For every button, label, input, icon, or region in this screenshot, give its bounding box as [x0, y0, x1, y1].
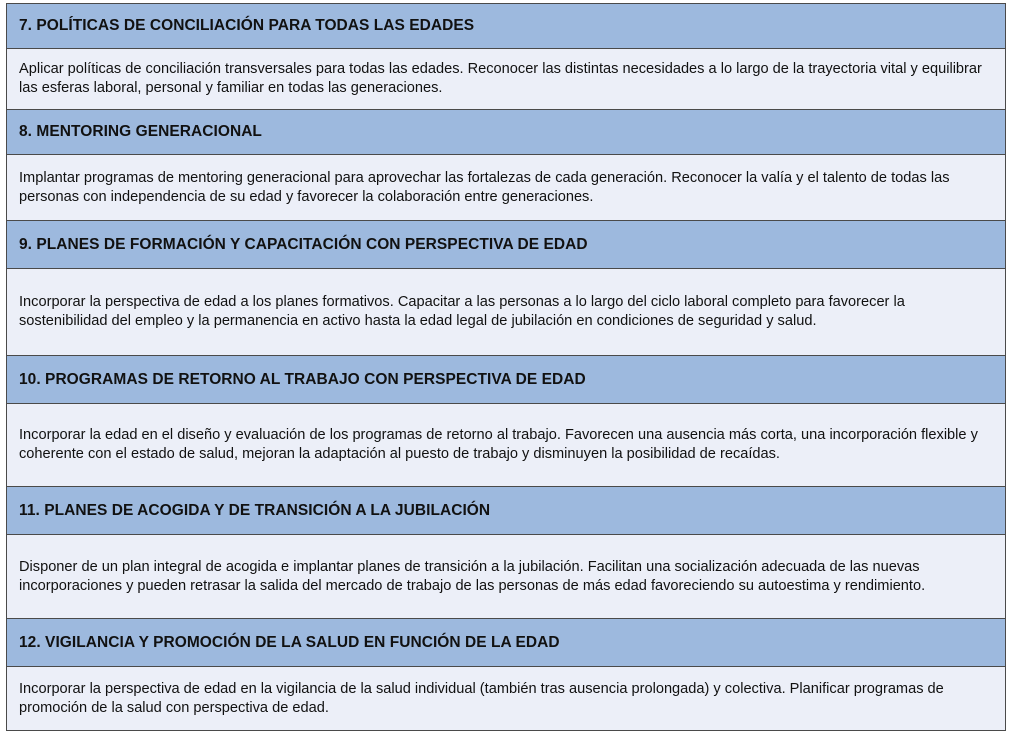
section-title — [7, 4, 1005, 49]
section-description-text: Aplicar políticas de conciliación transversales para todas las edades. Reconocer las distintas necesidades a lo largo de la trayectoria vital y equilibrar las esferas laboral, personal y familiar en todas las generaciones. — [19, 61, 982, 96]
section-title — [7, 487, 1005, 535]
section-8 — [7, 110, 1005, 221]
section-title-text: 10. PROGRAMAS DE RETORNO AL TRABAJO CON PERSPECTIVA DE EDAD — [19, 370, 586, 388]
section-title — [7, 356, 1005, 404]
section-description-text: Incorporar la edad en el diseño y evaluación de los programas de retorno al trabajo. Favorecen una ausencia más corta, una incorporación flexible y coherente con el estado de salud, mejoran la adaptación al puesto de trabajo y disminuyen la posibilidad de recaídas. — [19, 427, 978, 462]
section-title-text: 12. VIGILANCIA Y PROMOCIÓN DE LA SALUD EN FUNCIÓN DE LA EDAD — [19, 633, 560, 651]
section-title — [7, 221, 1005, 269]
section-title — [7, 110, 1005, 155]
section-title — [7, 619, 1005, 667]
section-7 — [7, 4, 1005, 110]
measures-table — [6, 3, 1006, 731]
section-description — [7, 49, 1005, 110]
section-description-text: Disponer de un plan integral de acogida e implantar planes de transición a la jubilación. Facilitan una socialización adecuada de las nuevas incorporaciones y pueden retrasar la salida del mercado de trabajo de las personas de más edad favoreciendo su autoestima y rendimiento. — [19, 558, 926, 594]
section-description — [7, 535, 1005, 619]
section-description — [7, 404, 1005, 487]
section-description — [7, 667, 1005, 730]
section-description — [7, 269, 1005, 356]
section-description-text: Implantar programas de mentoring generacional para aprovechar las fortalezas de cada generación. Reconocer la valía y el talento de todas las personas con independencia de su edad y favorecer la colaboración entre generaciones. — [19, 169, 950, 205]
section-description-text: Incorporar la perspectiva de edad en la vigilancia de la salud individual (también tras ausencia prolongada) y colectiva. Planificar programas de promoción de la salud con perspectiva de edad. — [19, 680, 944, 716]
section-title-text: 9. PLANES DE FORMACIÓN Y CAPACITACIÓN CON PERSPECTIVA DE EDAD — [19, 235, 588, 253]
section-title-text: 7. POLÍTICAS DE CONCILIACIÓN PARA TODAS LAS EDADES — [19, 17, 475, 34]
section-9 — [7, 221, 1005, 356]
section-description — [7, 155, 1005, 221]
section-12 — [7, 619, 1005, 730]
section-description-text: Incorporar la perspectiva de edad a los planes formativos. Capacitar a las personas a lo largo del ciclo laboral completo para favorecer la sostenibilidad del empleo y la permanencia en activo hasta la edad legal de jubilación en condiciones de seguridad y salud. — [19, 294, 905, 329]
section-title-text: 11. PLANES DE ACOGIDA Y DE TRANSICIÓN A LA JUBILACIÓN — [19, 501, 491, 519]
section-title-text: 8. MENTORING GENERACIONAL — [19, 123, 262, 140]
section-10 — [7, 356, 1005, 487]
section-11 — [7, 487, 1005, 619]
